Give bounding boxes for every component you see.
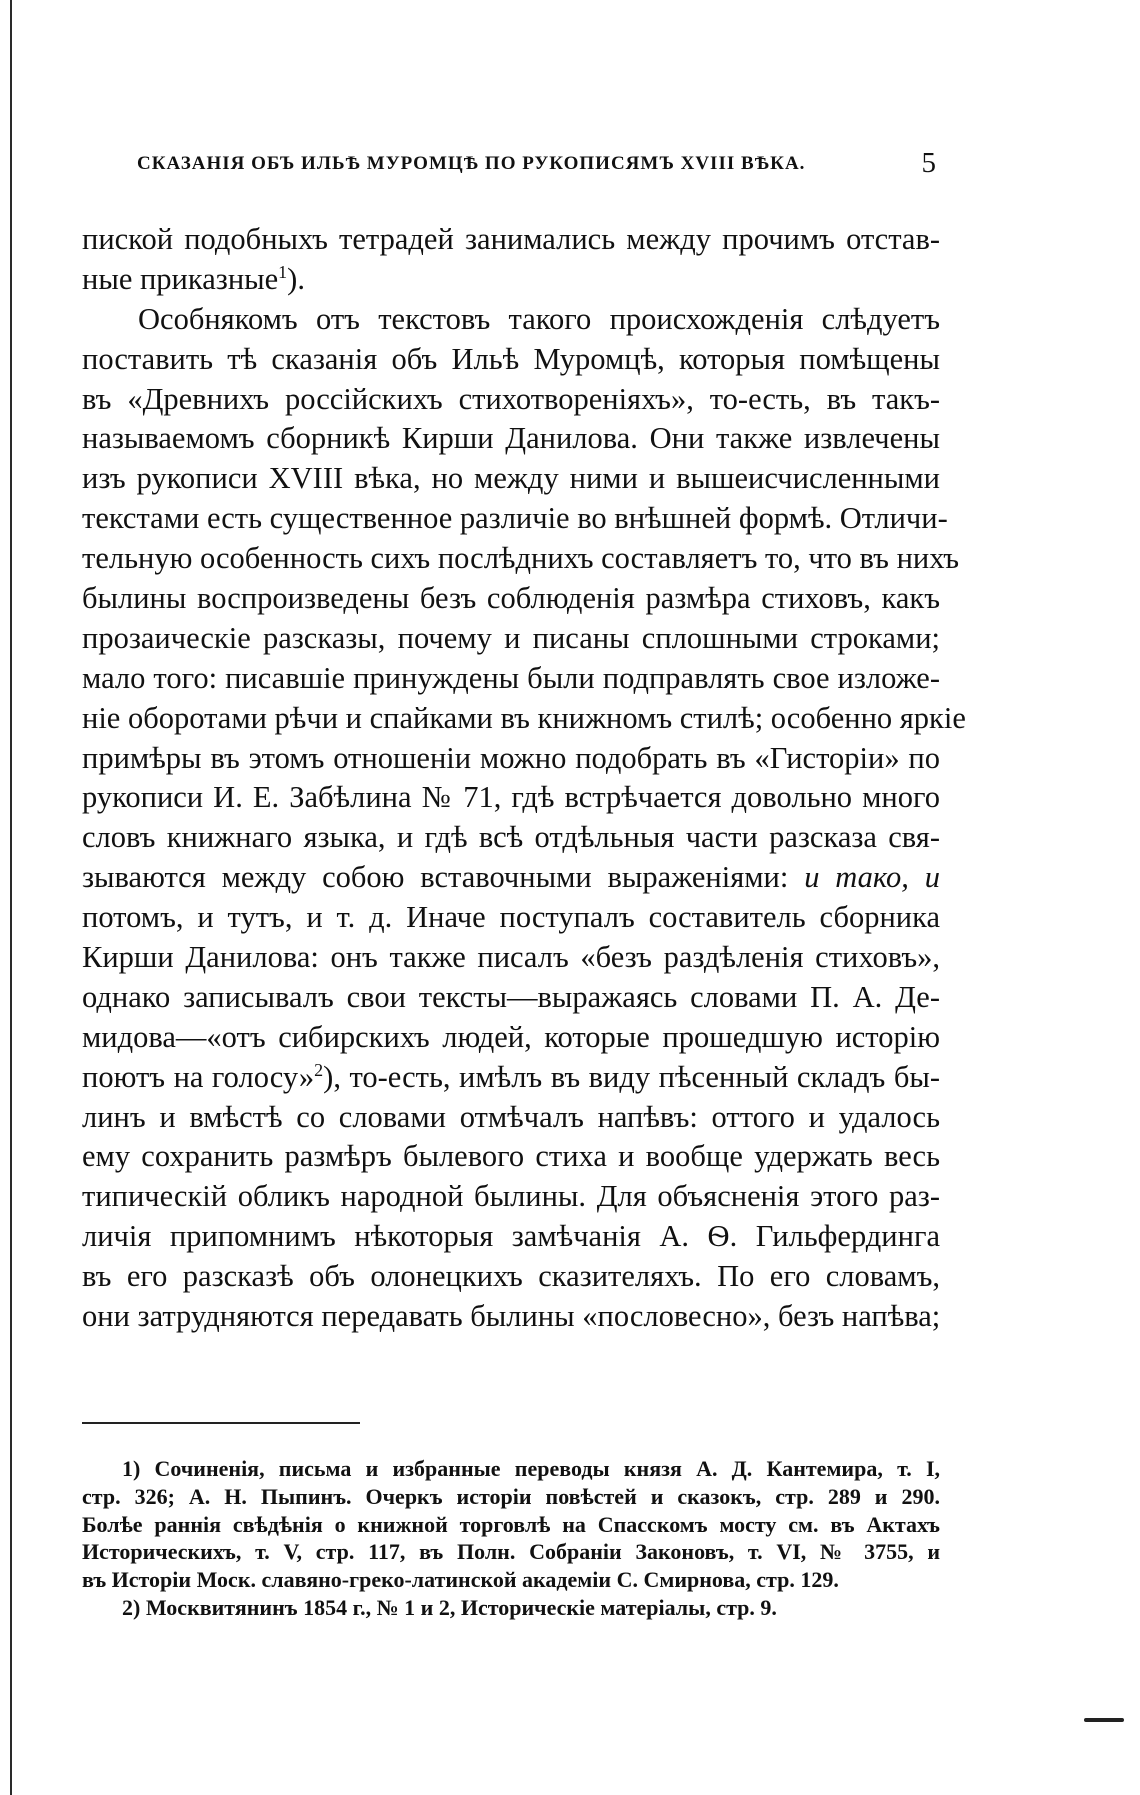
text-line: тельную особенность сихъ послѣднихъ составляетъ то, что въ нихъ xyxy=(82,541,960,576)
text-line: изъ рукописи XVIII вѣка, но между ними и вышеисчисленными xyxy=(82,461,940,496)
footnote-line: въ Исторіи Моск. славяно-греко-латинской академіи С. Смирнова, стр. 129. xyxy=(82,1567,839,1593)
text-line: примѣры въ этомъ отношеніи можно подобрать въ «Гисторіи» по xyxy=(82,740,940,775)
text-line: ніе оборотами рѣчи и спайками въ книжномъ стилѣ; особенно яркіе xyxy=(82,700,966,735)
footnote-line: Болѣе раннія свѣдѣнія о книжной торговлѣ на Спасскомъ мосту см. въ Актахъ xyxy=(82,1511,940,1537)
main-text xyxy=(82,220,966,1337)
text-line: типическій обликъ народной былины. Для объясненія этого раз- xyxy=(82,1179,940,1214)
text-line: словъ книжнаго языка, и гдѣ всѣ отдѣльныя части разсказа свя- xyxy=(82,820,940,855)
text-line: поставить тѣ сказанія объ Ильѣ Муромцѣ, которыя помѣщены xyxy=(82,341,940,376)
text-line: пиской подобныхъ тетрадей занимались между прочимъ отстав- xyxy=(82,222,940,256)
running-header xyxy=(137,147,937,180)
text-line: личія припомнимъ нѣкоторыя замѣчанія А. Ѳ. Гильфердинга xyxy=(82,1219,940,1254)
text-line: ему сохранить размѣръ былевого стиха и вообще удержать весь xyxy=(82,1139,940,1174)
text-line: въ его разсказѣ объ олонецкихъ сказителяхъ. По его словамъ, xyxy=(82,1259,940,1294)
text-line: ные приказные$^1$). xyxy=(82,261,305,296)
text-line: Кирши Данилова: онъ также писалъ «безъ раздѣленія стиховъ», xyxy=(82,940,940,975)
text-line: они затрудняются передавать былины «пословесно», безъ напѣва; xyxy=(82,1299,941,1334)
footnote-line: 2) Москвитянинъ 1854 г., № 1 и 2, Историческіе матеріалы, стр. 9. xyxy=(122,1594,777,1620)
footnote-line: 1) Сочиненія, письма и избранные переводы князя А. Д. Кантемира, т. I, xyxy=(122,1456,940,1481)
text-line: называемомъ сборникѣ Кирши Данилова. Они также извлечены xyxy=(82,421,940,456)
text-line: зываются между собою вставочными выраженіями: и тако, и xyxy=(82,860,940,895)
footnote-ref: 1 xyxy=(278,261,288,282)
italic-phrase: и тако, и xyxy=(804,860,940,895)
text-line: рукописи И. Е. Забѣлина № 71, гдѣ встрѣчается довольно много xyxy=(82,780,940,815)
footnote-line: стр. 326; А. Н. Пыпинъ. Очеркъ исторіи повѣстей и сказокъ, стр. 289 и 290. xyxy=(82,1483,940,1509)
text-line: однако записывалъ свои тексты—выражаясь словами П. А. Де- xyxy=(82,979,940,1014)
footnote-divider xyxy=(82,1422,360,1424)
text-line: потомъ, и тутъ, и т. д. Иначе поступалъ составитель сборника xyxy=(82,900,940,935)
text-line: текстами есть существенное различіе во внѣшней формѣ. Отличи- xyxy=(82,501,948,536)
page-scan-edge xyxy=(10,0,12,1795)
text-line: мидова—«отъ сибирскихъ людей, которые прошедшую исторію xyxy=(82,1019,940,1054)
text-line: поютъ на голосу»$^2$), то-есть, имѣлъ въ виду пѣсенный складъ бы- xyxy=(82,1059,940,1094)
page-number: 5 xyxy=(921,147,937,179)
footnote-ref: 2 xyxy=(314,1059,324,1080)
text-line: въ «Древнихъ россійскихъ стихотвореніяхъ», то-есть, въ такъ- xyxy=(82,381,940,416)
text-line: былины воспроизведены безъ соблюденія размѣра стиховъ, какъ xyxy=(82,581,940,616)
text-line: прозаическіе разсказы, почему и писаны сплошными строками; xyxy=(82,620,940,655)
text-line: мало того: писавшіе принуждены были подправлять свое изложе- xyxy=(82,660,940,695)
text-line: линъ и вмѣстѣ со словами отмѣчалъ напѣвъ: оттого и удалось xyxy=(82,1099,940,1134)
paragraph-start: Особнякомъ отъ текстовъ такого происхожденія слѣдуетъ xyxy=(138,301,940,336)
footnote-line: Историческихъ, т. V, стр. 117, въ Полн. Собраніи Законовъ, т. VI, № 3755, и xyxy=(82,1539,940,1565)
margin-mark xyxy=(1084,1718,1124,1722)
header-title: СКАЗАНІЯ ОБЪ ИЛЬѢ МУРОМЦѢ ПО РУКОПИСЯМЪ XVIII ВѢКА. xyxy=(137,153,806,174)
footnotes xyxy=(82,1455,940,1622)
